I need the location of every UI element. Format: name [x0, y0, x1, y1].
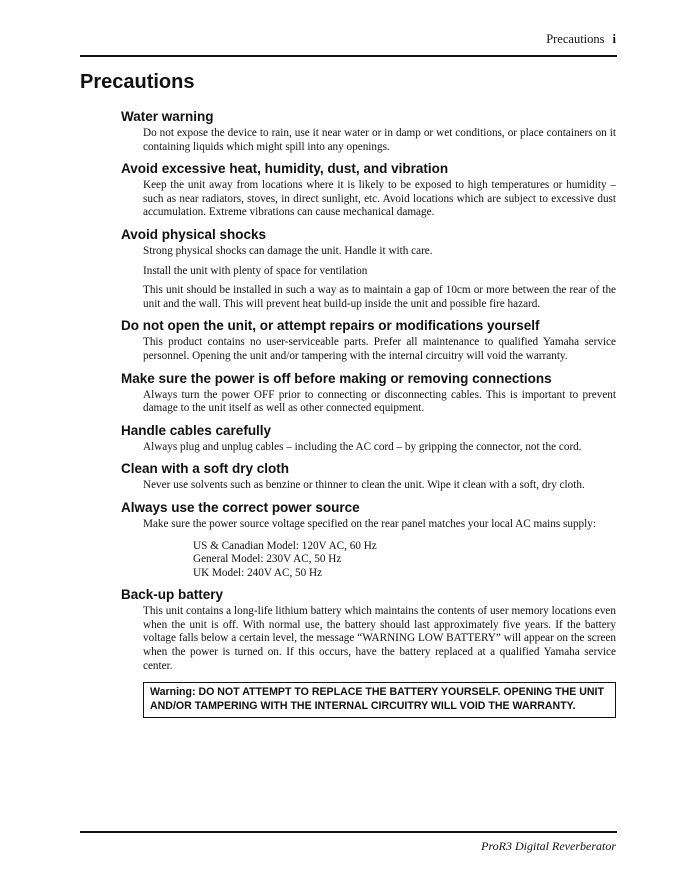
- section-do-not-open: [121, 317, 616, 363]
- section-heading: Handle cables carefully: [121, 422, 272, 438]
- section-heading: Always use the correct power source: [121, 499, 360, 515]
- precautions-content: [121, 108, 616, 724]
- section-clean-cloth: [121, 460, 616, 493]
- section-water-warning: [121, 108, 616, 154]
- section-paragraph: Always turn the power OFF prior to connecting or disconnecting cables. This is important to prevent damage to the unit itself as well as other connected equipment.: [143, 388, 616, 415]
- section-heading: Avoid physical shocks: [121, 226, 267, 242]
- section-paragraph: Make sure the power source voltage specified on the rear panel matches your local AC mains supply:: [143, 517, 596, 530]
- power-supply-list: [193, 540, 616, 581]
- supply-list-item: US & Canadian Model: 120V AC, 60 Hz: [193, 539, 377, 552]
- page-title: Precautions: [80, 71, 195, 93]
- battery-warning-box: Warning: DO NOT ATTEMPT TO REPLACE THE BATTERY YOURSELF. OPENING THE UNIT AND/OR TAMPERING WITH THE INTERNAL CIRCUITRY WILL VOID THE WARRANTY.: [143, 682, 616, 718]
- running-title: Precautions: [546, 32, 605, 46]
- section-paragraph: Strong physical shocks can damage the unit. Handle it with care.: [143, 244, 433, 257]
- section-power-source: [121, 499, 616, 580]
- page-number: i: [612, 32, 616, 46]
- header-rule: [80, 55, 617, 57]
- section-heading: Clean with a soft dry cloth: [121, 461, 290, 477]
- section-power-off: [121, 370, 616, 416]
- section-paragraph: Never use solvents such as benzine or thinner to clean the unit. Wipe it clean with a soft, dry cloth.: [143, 479, 585, 492]
- section-paragraph: This unit should be installed in such a way as to maintain a gap of 10cm or more between the rear of the unit and the wall. This will prevent heat build-up inside the unit and possible fire hazard.: [143, 284, 616, 310]
- section-heading: Avoid excessive heat, humidity, dust, and vibration: [121, 161, 449, 177]
- supply-list-item: UK Model: 240V AC, 50 Hz: [193, 566, 323, 579]
- section-heading: Water warning: [121, 109, 214, 124]
- section-paragraph: This unit contains a long-life lithium battery which maintains the contents of user memory locations even when the unit is off. With normal use, the battery should last approximately five years. If the battery voltage falls below a certain level, the message “WARNING LOW BATTERY” will appear on the screen when the power is turned on. If this occurs, have the battery replaced at a qualified Yamaha service center.: [143, 605, 616, 672]
- supply-list-item: General Model: 230V AC, 50 Hz: [193, 553, 342, 566]
- section-paragraph: Do not expose the device to rain, use it near water or in damp or wet conditions, or place containers on it containing liquids which might spill into any openings.: [143, 127, 616, 153]
- section-backup-battery: [121, 586, 616, 718]
- section-heat-humidity: [121, 160, 616, 220]
- footer-rule: [80, 831, 617, 833]
- section-heading: Do not open the unit, or attempt repairs or modifications yourself: [121, 318, 540, 334]
- section-physical-shocks: [121, 226, 616, 311]
- section-heading: Back-up battery: [121, 587, 224, 603]
- section-paragraph: Always plug and unplug cables – including the AC cord – by gripping the connector, not the cord.: [143, 440, 582, 453]
- section-heading: Make sure the power is off before making or removing connections: [121, 370, 552, 386]
- section-paragraph: This product contains no user-serviceable parts. Prefer all maintenance to qualified Yamaha service personnel. Opening the unit and/or tampering with the internal circuitry will void the warranty.: [143, 336, 616, 362]
- section-handle-cables: [121, 422, 616, 455]
- running-header: [546, 32, 616, 47]
- section-paragraph: Install the unit with plenty of space for ventilation: [143, 264, 368, 277]
- footer-product-name: ProR3 Digital Reverberator: [481, 839, 616, 853]
- section-paragraph: Keep the unit away from locations where it is likely to be exposed to high temperatures or humidity – such as near radiators, stoves, in direct sunlight, etc. Avoid locations which are subject to excessive dust accumulation. Extreme vibrations can cause mechanical damage.: [143, 179, 616, 219]
